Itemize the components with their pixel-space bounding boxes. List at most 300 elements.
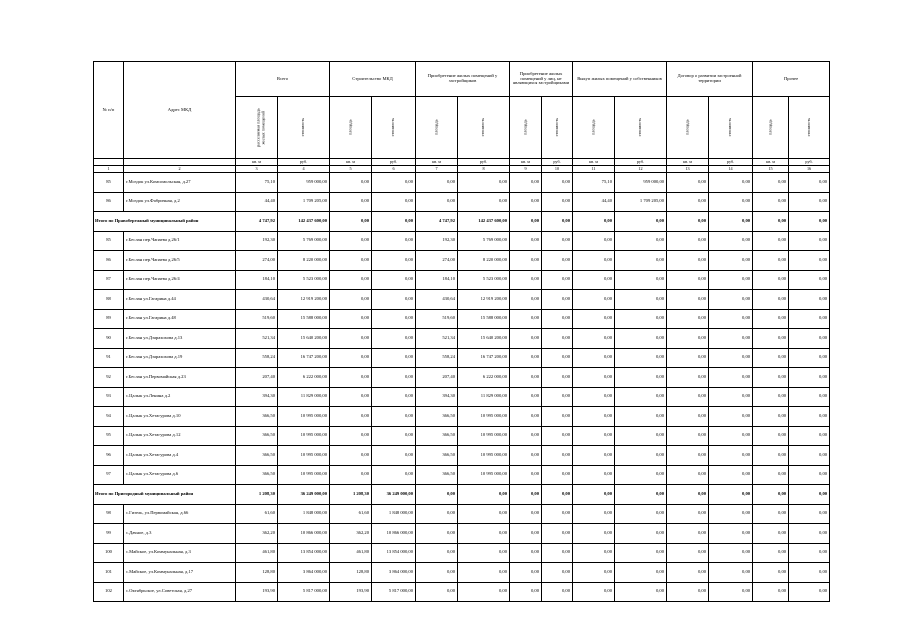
subtotal-label: Итого по Правобережный муниципальный район xyxy=(94,212,236,232)
value-cell: 0,00 xyxy=(416,563,458,583)
value-cell: 0,00 xyxy=(789,270,830,290)
value-cell: 0,00 xyxy=(372,348,416,368)
value-cell: 8 220 000,00 xyxy=(278,251,330,271)
value-cell: 0,00 xyxy=(789,524,830,544)
table-row xyxy=(94,270,830,290)
value-cell: 5 769 000,00 xyxy=(278,231,330,251)
row-number: 92 xyxy=(94,368,124,388)
value-cell: 0,00 xyxy=(789,173,830,193)
unit-cell: кв. м xyxy=(667,159,709,166)
value-cell: 0,00 xyxy=(573,231,615,251)
row-number: 99 xyxy=(94,524,124,544)
row-number: 90 xyxy=(94,329,124,349)
value-cell: 0,00 xyxy=(372,309,416,329)
value-cell: 0,00 xyxy=(615,329,667,349)
table-row xyxy=(94,446,830,466)
value-cell: 0,00 xyxy=(542,348,573,368)
value-cell: 5 817 000,00 xyxy=(278,582,330,602)
value-cell: 0,00 xyxy=(510,407,542,427)
value-cell: 0,00 xyxy=(615,251,667,271)
value-cell: 0,00 xyxy=(510,192,542,212)
unit-cell: руб. xyxy=(458,159,510,166)
value-cell: 0,00 xyxy=(789,543,830,563)
value-cell: 0,00 xyxy=(573,290,615,310)
value-cell: 0,00 xyxy=(330,251,372,271)
value-cell: 0,00 xyxy=(615,446,667,466)
value-cell: 0,00 xyxy=(709,290,753,310)
value-cell: 0,00 xyxy=(573,446,615,466)
value-cell: 13 854 000,00 xyxy=(372,543,416,563)
header-group-total: Всего xyxy=(236,62,330,97)
value-cell: 0,00 xyxy=(753,348,789,368)
value-cell: 0,00 xyxy=(573,368,615,388)
value-cell: 0,00 xyxy=(542,270,573,290)
value-cell: 10 995 000,00 xyxy=(278,446,330,466)
value-cell: 1 208,30 xyxy=(236,485,278,505)
value-cell: 0,00 xyxy=(753,309,789,329)
value-cell: 0,00 xyxy=(510,387,542,407)
value-cell: 11 829 000,00 xyxy=(458,387,510,407)
value-cell: 0,00 xyxy=(667,485,709,505)
value-cell: 75,10 xyxy=(573,173,615,193)
row-address: г.Беслан ул.Дзарахохова д.19 xyxy=(124,348,236,368)
value-cell: 0,00 xyxy=(542,407,573,427)
value-cell: 10 995 000,00 xyxy=(458,407,510,427)
unit-cell: кв. м xyxy=(416,159,458,166)
value-cell: 366,50 xyxy=(416,465,458,485)
value-cell: 0,00 xyxy=(709,368,753,388)
value-cell: 0,00 xyxy=(615,485,667,505)
unit-cell: руб. xyxy=(615,159,667,166)
value-cell: 0,00 xyxy=(709,329,753,349)
value-cell: 0,00 xyxy=(372,290,416,310)
subheader-area: площадь xyxy=(667,97,709,159)
value-cell: 0,00 xyxy=(458,543,510,563)
row-address: с.Цалык ул.Хетагурова д.4 xyxy=(124,446,236,466)
value-cell: 0,00 xyxy=(542,465,573,485)
value-cell: 959 000,00 xyxy=(615,173,667,193)
value-cell: 0,00 xyxy=(573,348,615,368)
table-row xyxy=(94,407,830,427)
row-number: 85 xyxy=(94,231,124,251)
value-cell: 3 864 000,00 xyxy=(278,563,330,583)
row-address: г.Беслан ул.Гагарина д.44 xyxy=(124,290,236,310)
table-body xyxy=(94,173,830,602)
row-address: с.Дачное, д.3 xyxy=(124,524,236,544)
value-cell: 274,00 xyxy=(236,251,278,271)
value-cell: 0,00 xyxy=(667,212,709,232)
subheader-area: площадь xyxy=(573,97,615,159)
value-cell: 366,50 xyxy=(236,465,278,485)
value-cell: 0,00 xyxy=(753,173,789,193)
value-cell: 0,00 xyxy=(709,348,753,368)
value-cell: 4 747,92 xyxy=(416,212,458,232)
value-cell: 75,10 xyxy=(236,173,278,193)
row-address: г.Моздок ул.Фабричная, д.2 xyxy=(124,192,236,212)
value-cell: 207,40 xyxy=(416,368,458,388)
units-row xyxy=(94,159,830,166)
document-sheet xyxy=(93,61,828,602)
table-row xyxy=(94,504,830,524)
value-cell: 0,00 xyxy=(615,407,667,427)
value-cell: 0,00 xyxy=(709,212,753,232)
value-cell: 0,00 xyxy=(667,309,709,329)
row-number: 101 xyxy=(94,563,124,583)
value-cell: 0,00 xyxy=(458,563,510,583)
unit-cell: кв. м xyxy=(753,159,789,166)
value-cell: 0,00 xyxy=(330,309,372,329)
row-number: 91 xyxy=(94,348,124,368)
value-cell: 0,00 xyxy=(416,582,458,602)
value-cell: 0,00 xyxy=(573,563,615,583)
value-cell: 0,00 xyxy=(458,485,510,505)
value-cell: 0,00 xyxy=(753,251,789,271)
subheader-cost: стоимость xyxy=(542,97,573,159)
value-cell: 0,00 xyxy=(542,212,573,232)
value-cell: 0,00 xyxy=(372,270,416,290)
row-address: г.Беслан ул.Первомайская д.23 xyxy=(124,368,236,388)
value-cell: 0,00 xyxy=(753,563,789,583)
value-cell: 1 709 205,00 xyxy=(615,192,667,212)
value-cell: 0,00 xyxy=(789,251,830,271)
subtotal-row xyxy=(94,212,830,232)
value-cell: 0,00 xyxy=(789,368,830,388)
value-cell: 0,00 xyxy=(789,446,830,466)
value-cell: 15 588 000,00 xyxy=(278,309,330,329)
value-cell: 366,50 xyxy=(236,407,278,427)
value-cell: 0,00 xyxy=(753,582,789,602)
subheader-cost: стоимость xyxy=(615,97,667,159)
subheader-cost: стоимость xyxy=(709,97,753,159)
row-address: с.Майское, ул.Коммунальная, д.17 xyxy=(124,563,236,583)
value-cell: 15 640 200,00 xyxy=(278,329,330,349)
value-cell: 0,00 xyxy=(709,192,753,212)
row-address: г.Беслан ул.Дзарахохова д.13 xyxy=(124,329,236,349)
value-cell: 0,00 xyxy=(709,173,753,193)
value-cell: 0,00 xyxy=(542,543,573,563)
unit-cell: руб. xyxy=(542,159,573,166)
value-cell: 0,00 xyxy=(372,426,416,446)
value-cell: 959 000,00 xyxy=(278,173,330,193)
value-cell: 0,00 xyxy=(372,465,416,485)
row-address: г.Беслан ул.Гагарина д.48 xyxy=(124,309,236,329)
value-cell: 0,00 xyxy=(510,309,542,329)
value-cell: 0,00 xyxy=(510,212,542,232)
row-number: 85 xyxy=(94,173,124,193)
value-cell: 0,00 xyxy=(542,387,573,407)
units-blank xyxy=(124,159,236,166)
header-group-buyout: Выкуп жилых помещений у собственников xyxy=(573,62,667,97)
value-cell: 10 866 000,00 xyxy=(278,524,330,544)
value-cell: 0,00 xyxy=(542,446,573,466)
value-cell: 0,00 xyxy=(615,524,667,544)
header-group-non-developer: Приобретение жилых помещений у лиц, не являющихся застройщиками xyxy=(510,62,573,97)
value-cell: 5 769 000,00 xyxy=(458,231,510,251)
value-cell: 0,00 xyxy=(372,329,416,349)
value-cell: 0,00 xyxy=(615,582,667,602)
value-cell: 461,80 xyxy=(236,543,278,563)
table-row xyxy=(94,465,830,485)
value-cell: 0,00 xyxy=(615,465,667,485)
table-row xyxy=(94,426,830,446)
value-cell: 0,00 xyxy=(615,309,667,329)
row-number: 95 xyxy=(94,426,124,446)
value-cell: 0,00 xyxy=(510,368,542,388)
value-cell: 15 640 200,00 xyxy=(458,329,510,349)
value-cell: 0,00 xyxy=(510,582,542,602)
value-cell: 0,00 xyxy=(330,270,372,290)
subheader-area: площадь xyxy=(416,97,458,159)
row-number: 93 xyxy=(94,387,124,407)
value-cell: 0,00 xyxy=(330,290,372,310)
row-number: 86 xyxy=(94,251,124,271)
value-cell: 184,10 xyxy=(416,270,458,290)
value-cell: 0,00 xyxy=(510,270,542,290)
value-cell: 0,00 xyxy=(372,407,416,427)
value-cell: 0,00 xyxy=(573,407,615,427)
value-cell: 0,00 xyxy=(709,231,753,251)
value-cell: 184,10 xyxy=(236,270,278,290)
value-cell: 0,00 xyxy=(789,426,830,446)
value-cell: 0,00 xyxy=(573,270,615,290)
value-cell: 0,00 xyxy=(542,231,573,251)
row-address: с.Цалык ул.Ленина д.2 xyxy=(124,387,236,407)
value-cell: 0,00 xyxy=(615,504,667,524)
row-address: с.Октябрьское, ул.Советская, д.27 xyxy=(124,582,236,602)
unit-cell: кв. м xyxy=(330,159,372,166)
value-cell: 0,00 xyxy=(542,485,573,505)
value-cell: 0,00 xyxy=(372,192,416,212)
value-cell: 192,30 xyxy=(236,231,278,251)
value-cell: 0,00 xyxy=(510,251,542,271)
row-number: 96 xyxy=(94,446,124,466)
value-cell: 0,00 xyxy=(667,290,709,310)
value-cell: 0,00 xyxy=(330,426,372,446)
row-number: 100 xyxy=(94,543,124,563)
value-cell: 16 747 200,00 xyxy=(278,348,330,368)
value-cell: 274,00 xyxy=(416,251,458,271)
value-cell: 0,00 xyxy=(709,309,753,329)
subheader-cost: стоимость xyxy=(789,97,830,159)
value-cell: 0,00 xyxy=(542,329,573,349)
value-cell: 0,00 xyxy=(667,446,709,466)
value-cell: 0,00 xyxy=(789,309,830,329)
value-cell: 0,00 xyxy=(416,192,458,212)
row-number: 86 xyxy=(94,192,124,212)
value-cell: 0,00 xyxy=(330,192,372,212)
value-cell: 0,00 xyxy=(542,582,573,602)
column-number-cell: 8 xyxy=(458,166,510,173)
value-cell: 0,00 xyxy=(615,426,667,446)
value-cell: 0,00 xyxy=(330,348,372,368)
value-cell: 13 854 000,00 xyxy=(278,543,330,563)
value-cell: 36 249 000,00 xyxy=(278,485,330,505)
value-cell: 0,00 xyxy=(789,387,830,407)
subheader-area: площадь xyxy=(330,97,372,159)
value-cell: 0,00 xyxy=(416,485,458,505)
value-cell: 16 747 200,00 xyxy=(458,348,510,368)
value-cell: 558,24 xyxy=(236,348,278,368)
value-cell: 0,00 xyxy=(573,309,615,329)
value-cell: 0,00 xyxy=(416,504,458,524)
value-cell: 0,00 xyxy=(753,387,789,407)
value-cell: 0,00 xyxy=(458,192,510,212)
row-address: с.Майское, ул.Коммунальная, д.3 xyxy=(124,543,236,563)
value-cell: 10 995 000,00 xyxy=(278,407,330,427)
value-cell: 0,00 xyxy=(615,387,667,407)
column-number-cell: 16 xyxy=(789,166,830,173)
value-cell: 12 919 200,00 xyxy=(458,290,510,310)
row-address: с.Гизель, ул.Первомайская, д.66 xyxy=(124,504,236,524)
value-cell: 0,00 xyxy=(709,387,753,407)
value-cell: 366,50 xyxy=(416,407,458,427)
value-cell: 192,30 xyxy=(416,231,458,251)
value-cell: 10 995 000,00 xyxy=(278,426,330,446)
value-cell: 0,00 xyxy=(667,368,709,388)
value-cell: 8 220 000,00 xyxy=(458,251,510,271)
table-row xyxy=(94,582,830,602)
table-row xyxy=(94,348,830,368)
column-number-cell: 14 xyxy=(709,166,753,173)
value-cell: 0,00 xyxy=(573,465,615,485)
value-cell: 0,00 xyxy=(709,426,753,446)
value-cell: 521,34 xyxy=(416,329,458,349)
value-cell: 0,00 xyxy=(542,192,573,212)
column-number-cell: 11 xyxy=(573,166,615,173)
value-cell: 0,00 xyxy=(667,524,709,544)
value-cell: 15 588 000,00 xyxy=(458,309,510,329)
value-cell: 0,00 xyxy=(753,426,789,446)
value-cell: 0,00 xyxy=(615,543,667,563)
value-cell: 0,00 xyxy=(789,290,830,310)
value-cell: 0,00 xyxy=(510,465,542,485)
value-cell: 0,00 xyxy=(753,368,789,388)
subheader-area: площадь xyxy=(510,97,542,159)
value-cell: 0,00 xyxy=(542,173,573,193)
value-cell: 5 523 000,00 xyxy=(278,270,330,290)
column-number-cell: 6 xyxy=(372,166,416,173)
value-cell: 0,00 xyxy=(615,348,667,368)
value-cell: 0,00 xyxy=(542,290,573,310)
value-cell: 0,00 xyxy=(709,270,753,290)
table-row xyxy=(94,290,830,310)
value-cell: 366,50 xyxy=(416,426,458,446)
value-cell: 0,00 xyxy=(667,329,709,349)
table-row xyxy=(94,368,830,388)
value-cell: 0,00 xyxy=(330,212,372,232)
value-cell: 394,30 xyxy=(236,387,278,407)
value-cell: 1 848 000,00 xyxy=(278,504,330,524)
value-cell: 0,00 xyxy=(573,426,615,446)
value-cell: 0,00 xyxy=(372,368,416,388)
value-cell: 0,00 xyxy=(789,407,830,427)
value-cell: 0,00 xyxy=(372,387,416,407)
value-cell: 10 866 000,00 xyxy=(372,524,416,544)
value-cell: 61,60 xyxy=(330,504,372,524)
value-cell: 0,00 xyxy=(753,524,789,544)
table-row xyxy=(94,192,830,212)
table-row xyxy=(94,524,830,544)
value-cell: 0,00 xyxy=(709,504,753,524)
value-cell: 0,00 xyxy=(510,290,542,310)
row-address: с.Цалык ул.Хетагурова д.12 xyxy=(124,426,236,446)
value-cell: 521,34 xyxy=(236,329,278,349)
value-cell: 0,00 xyxy=(330,368,372,388)
value-cell: 142 437 600,00 xyxy=(278,212,330,232)
value-cell: 0,00 xyxy=(753,212,789,232)
value-cell: 0,00 xyxy=(573,504,615,524)
row-address: с.Цалык ул.Хетагурова д.6 xyxy=(124,465,236,485)
column-number-cell: 5 xyxy=(330,166,372,173)
row-number: 97 xyxy=(94,465,124,485)
value-cell: 0,00 xyxy=(510,543,542,563)
table-row xyxy=(94,387,830,407)
row-address: г.Беслан пер.Чапаева д.26/1 xyxy=(124,231,236,251)
column-number-cell: 1 xyxy=(94,166,124,173)
row-address: г.Беслан пер.Чапаева д.26/5 xyxy=(124,251,236,271)
value-cell: 0,00 xyxy=(510,426,542,446)
value-cell: 11 829 000,00 xyxy=(278,387,330,407)
value-cell: 0,00 xyxy=(709,251,753,271)
value-cell: 142 437 600,00 xyxy=(458,212,510,232)
value-cell: 0,00 xyxy=(615,563,667,583)
value-cell: 128,80 xyxy=(330,563,372,583)
value-cell: 0,00 xyxy=(753,270,789,290)
row-number: 87 xyxy=(94,270,124,290)
subtotal-label: Итого по Пригородный муниципальный район xyxy=(94,485,236,505)
value-cell: 207,40 xyxy=(236,368,278,388)
value-cell: 0,00 xyxy=(510,504,542,524)
column-number-cell: 12 xyxy=(615,166,667,173)
value-cell: 10 995 000,00 xyxy=(458,426,510,446)
value-cell: 0,00 xyxy=(510,485,542,505)
value-cell: 0,00 xyxy=(615,270,667,290)
value-cell: 430,64 xyxy=(416,290,458,310)
unit-cell: руб. xyxy=(789,159,830,166)
value-cell: 0,00 xyxy=(789,485,830,505)
value-cell: 0,00 xyxy=(789,504,830,524)
value-cell: 362,20 xyxy=(236,524,278,544)
value-cell: 0,00 xyxy=(789,348,830,368)
column-number-cell: 10 xyxy=(542,166,573,173)
value-cell: 0,00 xyxy=(709,407,753,427)
value-cell: 0,00 xyxy=(330,329,372,349)
table-row xyxy=(94,309,830,329)
value-cell: 0,00 xyxy=(667,543,709,563)
value-cell: 6 222 000,00 xyxy=(278,368,330,388)
header-number: № п/п xyxy=(94,62,124,159)
value-cell: 0,00 xyxy=(709,563,753,583)
value-cell: 44,40 xyxy=(573,192,615,212)
value-cell: 0,00 xyxy=(789,329,830,349)
value-cell: 0,00 xyxy=(667,173,709,193)
value-cell: 461,80 xyxy=(330,543,372,563)
value-cell: 366,50 xyxy=(416,446,458,466)
subheader-area: площадь xyxy=(753,97,789,159)
value-cell: 1 848 000,00 xyxy=(372,504,416,524)
value-cell: 5 523 000,00 xyxy=(458,270,510,290)
column-number-cell: 15 xyxy=(753,166,789,173)
value-cell: 430,64 xyxy=(236,290,278,310)
value-cell: 0,00 xyxy=(667,192,709,212)
value-cell: 0,00 xyxy=(458,504,510,524)
value-cell: 0,00 xyxy=(573,524,615,544)
value-cell: 0,00 xyxy=(458,582,510,602)
value-cell: 0,00 xyxy=(458,524,510,544)
value-cell: 0,00 xyxy=(458,173,510,193)
value-cell: 0,00 xyxy=(753,465,789,485)
value-cell: 0,00 xyxy=(667,582,709,602)
